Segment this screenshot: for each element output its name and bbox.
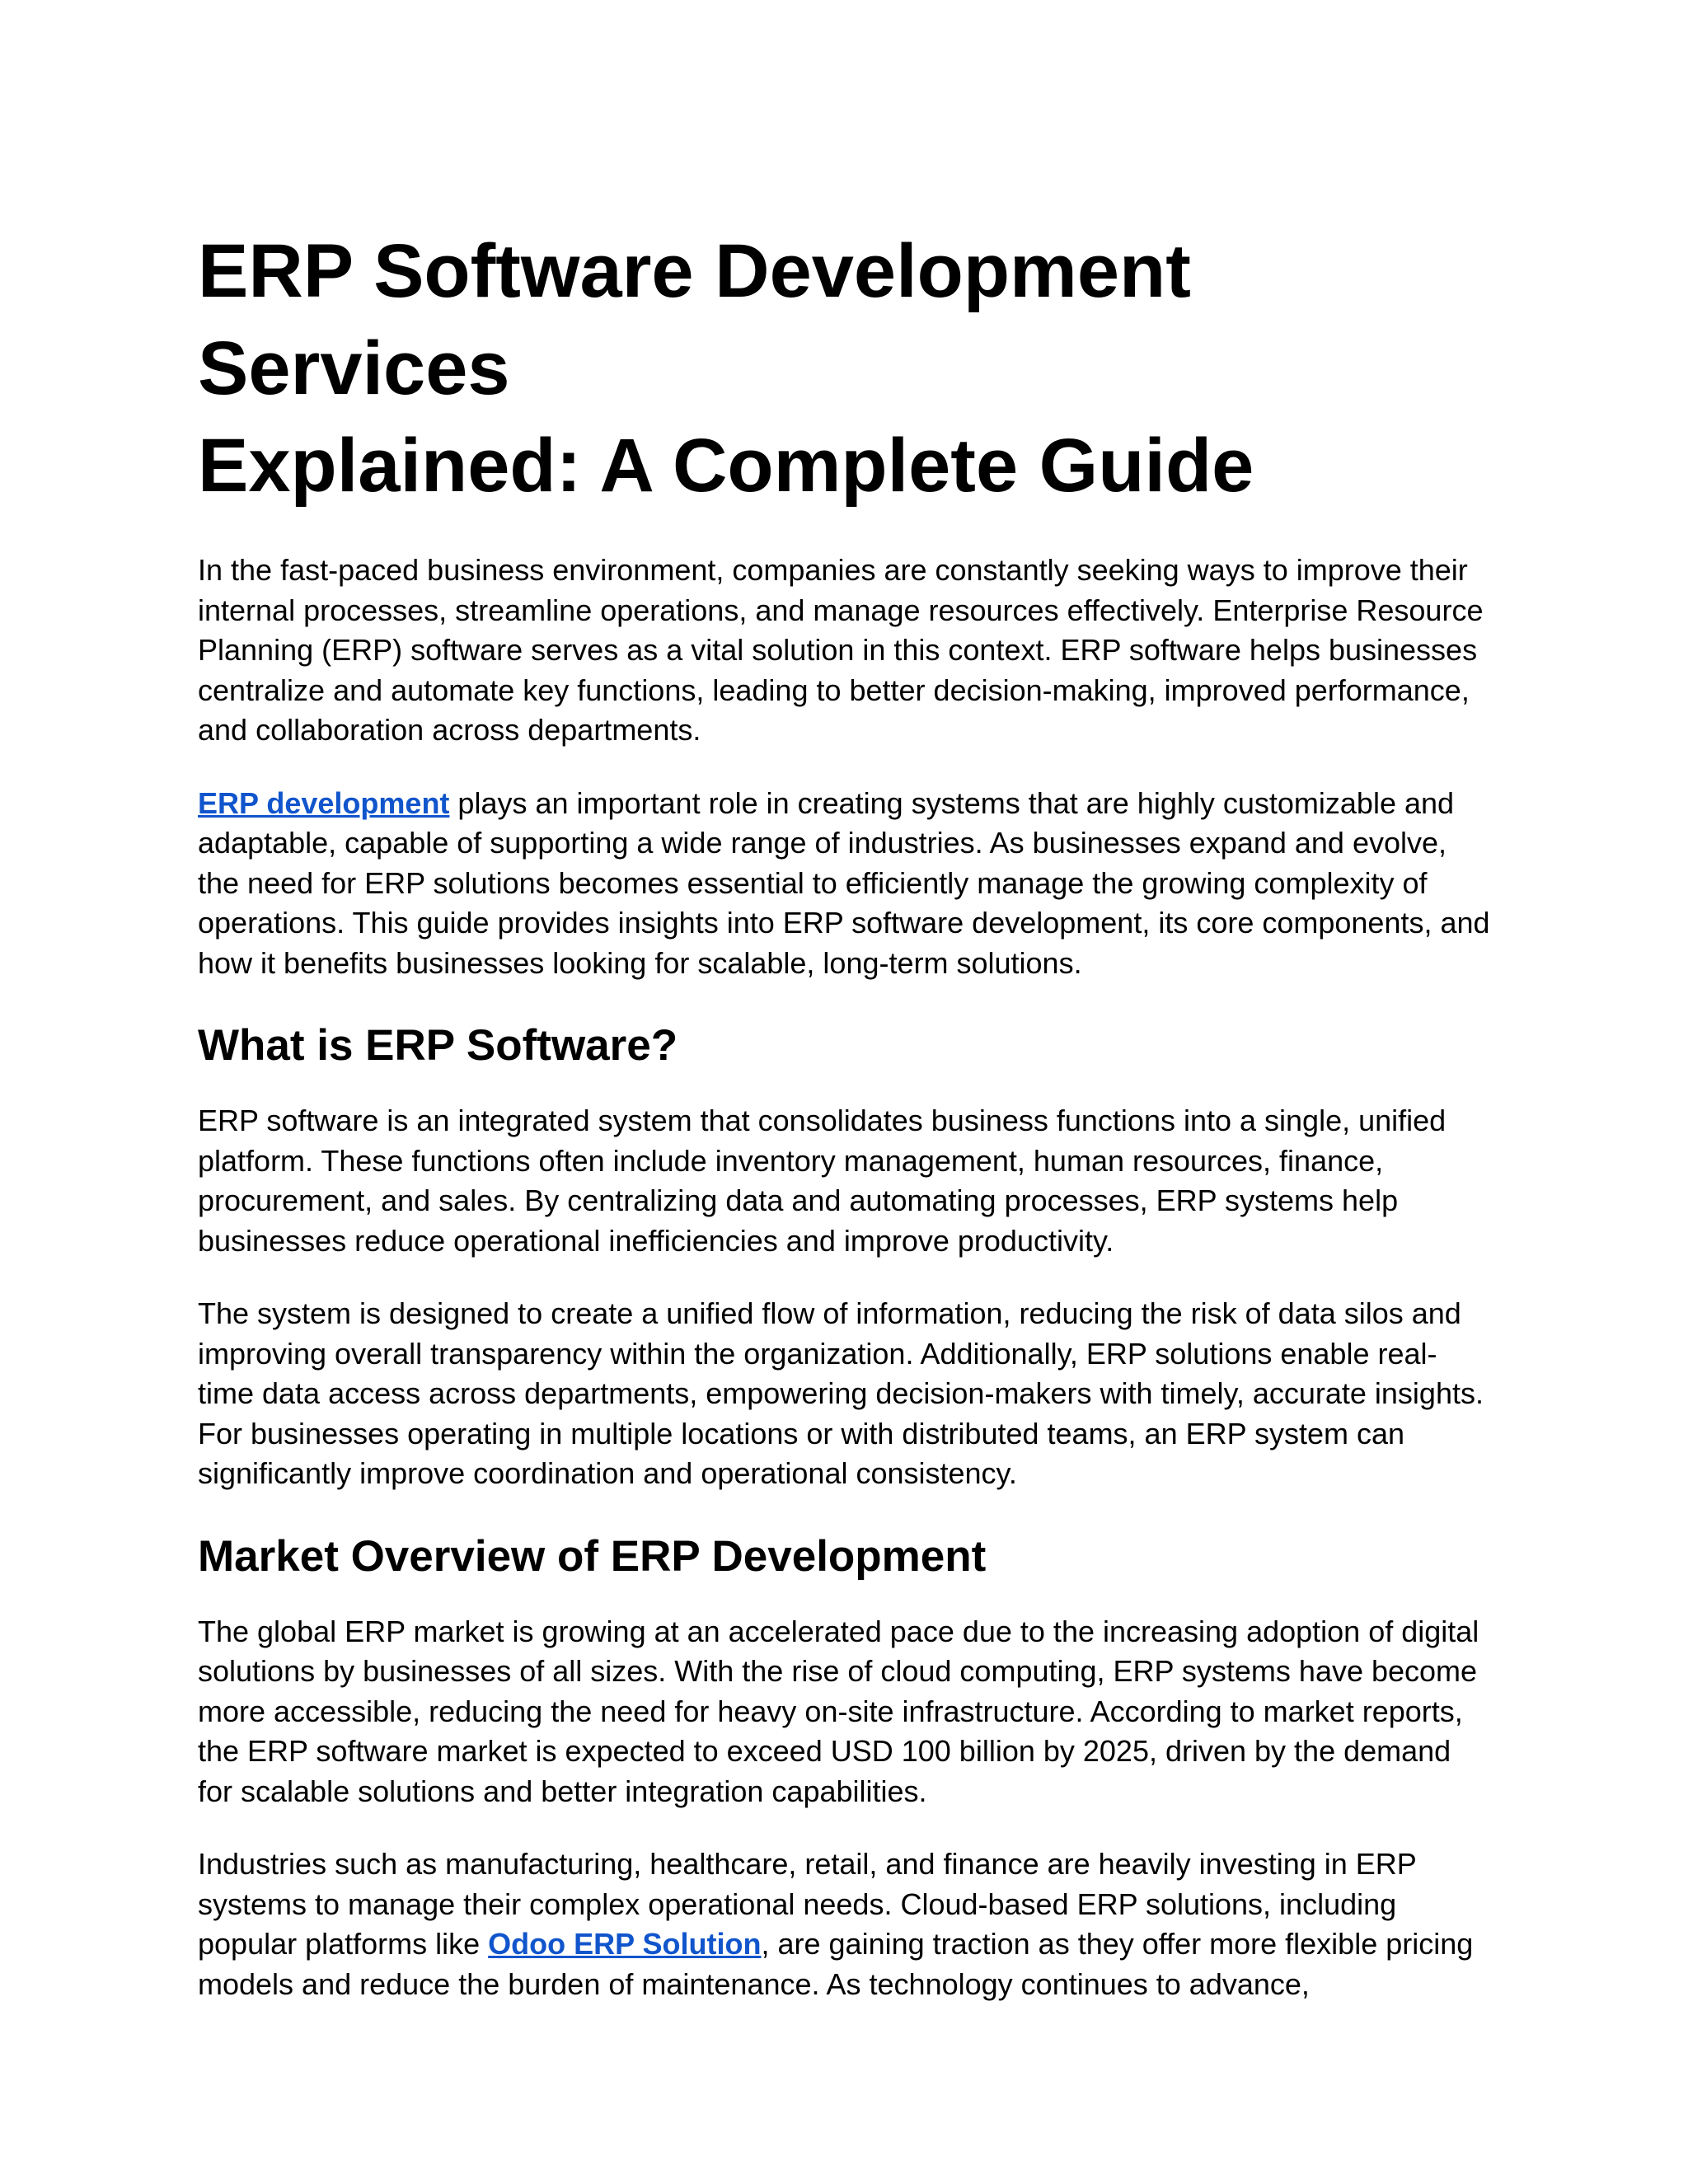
odoo-erp-solution-link[interactable]: Odoo ERP Solution bbox=[488, 1927, 762, 1961]
erp-development-link[interactable]: ERP development bbox=[198, 785, 450, 820]
document-page bbox=[198, 223, 1492, 2037]
market-paragraph-text-after-link: , are gaining traction as they offer more flexible pricing models and reduce the burden of maintenance. As technology continues to advance, bbox=[198, 1927, 1474, 2001]
section-heading-market-overview: Market Overview of ERP Development bbox=[198, 1531, 987, 1581]
erp-development-paragraph bbox=[198, 784, 1492, 984]
title-line-1: ERP Software Development Services bbox=[198, 229, 1191, 410]
what-is-erp-paragraph-2: The system is designed to create a unified flow of information, reducing the risk of data silos and improving overall transparency within the organization. Additionally, ERP solutions enable real-time data access across departments, empowering decision-makers with timely, accurate insights. For businesses operating in multiple locations or with distributed teams, an ERP system can significantly improve coordination and operational consistency. bbox=[198, 1296, 1484, 1490]
section-heading-what-is-erp: What is ERP Software? bbox=[198, 1021, 678, 1070]
market-overview-paragraph-2 bbox=[198, 1844, 1492, 2004]
title-line-2: Explained: A Complete Guide bbox=[198, 424, 1254, 508]
market-overview-paragraph-1: The global ERP market is growing at an accelerated pace due to the increasing adoption of digital solutions by businesses of all sizes. With the rise of cloud computing, ERP systems have become more accessible, reducing the need for heavy on-site infrastructure. According to market reports, the ERP software market is expected to exceed USD 100 billion by 2025, driven by the demand for scalable solutions and better integration capabilities. bbox=[198, 1614, 1479, 1808]
intro-paragraph: In the fast-paced business environment, companies are constantly seeking ways to improve their internal processes, streamline operations, and manage resources effectively. Enterprise Resource Planning (ERP) software serves as a vital solution in this context. ERP software helps businesses centralize and automate key functions, leading to better decision-making, improved performance, and collaboration across departments. bbox=[198, 553, 1484, 747]
market-paragraph-text-before-link: Industries such as manufacturing, healthcare, retail, and finance are heavily investing in ERP systems to manage their complex operational needs. Cloud-based ERP solutions, including popular platforms like bbox=[198, 1847, 1417, 1961]
what-is-erp-paragraph-1: ERP software is an integrated system that consolidates business functions into a single, unified platform. These functions often include inventory management, human resources, finance, procurement, and sales. By centralizing data and automating processes, ERP systems help businesses reduce operational inefficiencies and improve productivity. bbox=[198, 1104, 1447, 1258]
erp-development-paragraph-text: plays an important role in creating systems that are highly customizable and adaptable, capable of supporting a wide range of industries. As businesses expand and evolve, the need for ERP solutions becomes essential to efficiently manage the growing complexity of operations. This guide provides insights into ERP software development, its core components, and how it benefits businesses looking for scalable, long-term solutions. bbox=[198, 785, 1490, 980]
document-title bbox=[198, 223, 1492, 514]
